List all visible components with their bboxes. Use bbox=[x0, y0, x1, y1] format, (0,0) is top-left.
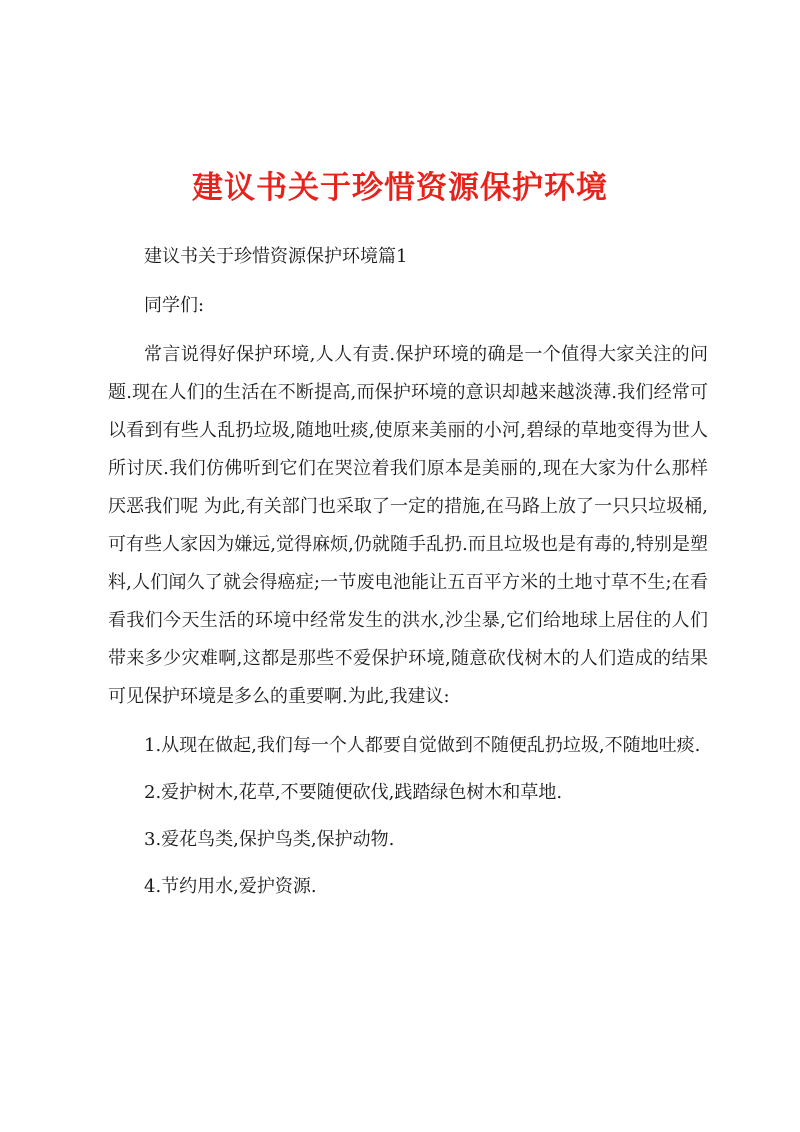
suggestion-item: 2.爱护树木,花草,不要随便砍伐,践踏绿色树木和草地. bbox=[144, 782, 563, 803]
document-title: 建议书关于珍惜资源保护环境 bbox=[192, 170, 608, 206]
main-paragraph: 常言说得好保护环境,人人有责.保护环境的确是一个值得大家关注的问题.现在人们的生活在不断提高,而保护环境的意识却越来越淡薄.我们经常可以看到有些人乱扔垃圾,随地吐痰,使原来美丽的小河,碧绿的草地变得为世人所讨厌.我们仿佛听到它们在哭泣着我们原本是美丽的,现在大家为什么那样厌恶我们呢 为此,有关部门也采取了一定的措施,在马路上放了一只只垃圾桶,可有些人家因为嫌远,觉得麻烦,仍就随手乱扔.而且垃圾也是有毒的,特别是塑料,人们闻久了就会得癌症;一节废电池能让五百平方米的土地寸草不生;在看看我们今天生活的环境中经常发生的洪水,沙尘暴,它们给地球上居住的人们带来多少灾难啊,这都是那些不爱保护环境,随意砍伐树木的人们造成的结果可见保护环境是多么的重要啊.为此,我建议: bbox=[108, 344, 708, 707]
suggestion-item: 3.爱花鸟类,保护鸟类,保护动物. bbox=[144, 829, 395, 850]
suggestion-item: 1.从现在做起,我们每一个人都要自觉做到不随便乱扔垃圾,不随地吐痰. bbox=[144, 735, 701, 756]
suggestion-item: 4.节约用水,爱护资源. bbox=[144, 876, 317, 897]
document-subtitle: 建议书关于珍惜资源保护环境篇1 bbox=[144, 246, 408, 267]
document-body bbox=[108, 238, 708, 915]
greeting: 同学们: bbox=[144, 295, 205, 316]
